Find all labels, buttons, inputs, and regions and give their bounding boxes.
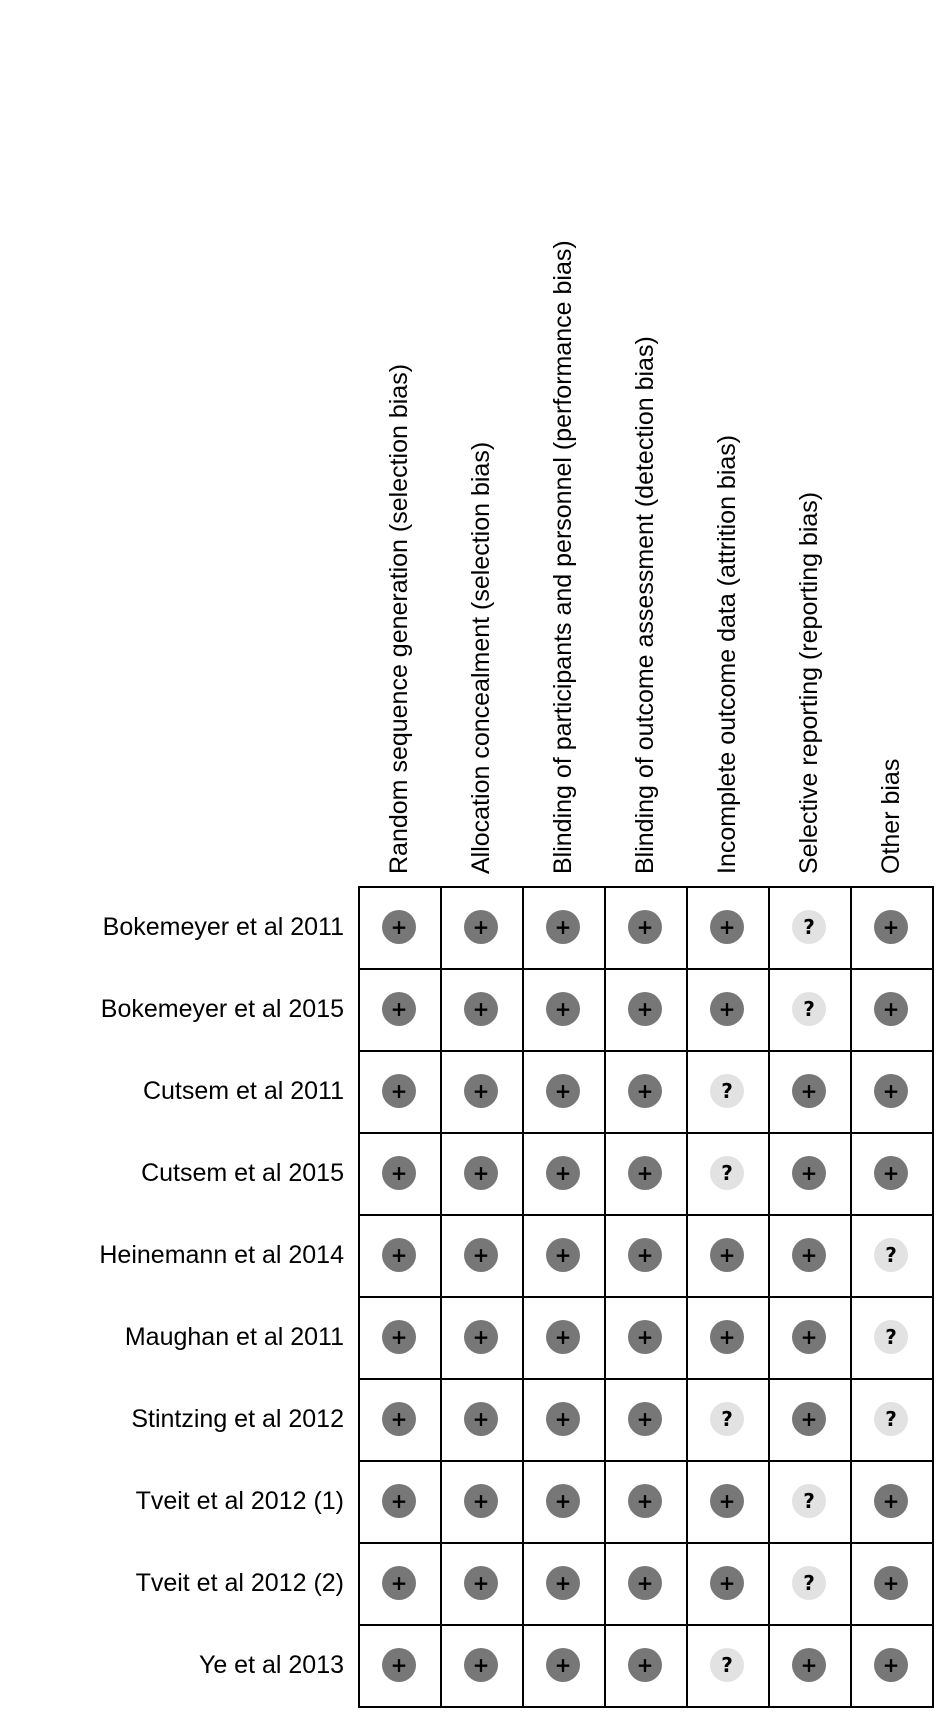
low-risk-icon [382,1566,416,1600]
unclear-risk-icon [792,992,826,1026]
low-risk-icon [382,1402,416,1436]
grid-cell [358,1132,442,1216]
grid-cell [604,1542,688,1626]
low-risk-icon [874,1156,908,1190]
grid-cell [768,1296,852,1380]
study-label: Tveit et al 2012 (2) [135,1569,344,1597]
unclear-risk-icon [874,1238,908,1272]
grid-cell [768,1624,852,1708]
column-header-label: Selective reporting (reporting bias) [795,491,823,874]
grid-cell [768,1132,852,1216]
grid-cell [440,886,524,970]
low-risk-icon [546,1074,580,1108]
study-label: Stintzing et al 2012 [131,1405,344,1433]
low-risk-icon [792,1074,826,1108]
grid-cell [768,1542,852,1626]
grid-cell [604,968,688,1052]
grid-cell [440,1624,524,1708]
grid-cell [522,1132,606,1216]
grid-cell [686,1296,770,1380]
grid-cell [686,968,770,1052]
study-label: Tveit et al 2012 (1) [135,1487,344,1515]
low-risk-icon [628,1156,662,1190]
grid-cell [440,1214,524,1298]
grid-cell [522,1296,606,1380]
grid-cell [358,1624,442,1708]
study-label: Ye et al 2013 [198,1651,344,1679]
low-risk-icon [546,1484,580,1518]
grid-cell [850,1050,934,1134]
low-risk-icon [710,1484,744,1518]
low-risk-icon [382,1156,416,1190]
study-label: Cutsem et al 2015 [141,1159,344,1187]
grid-cell [850,1378,934,1462]
grid-cell [522,1460,606,1544]
low-risk-icon [464,1238,498,1272]
grid-cell [358,1050,442,1134]
unclear-risk-icon [874,1320,908,1354]
low-risk-icon [874,1484,908,1518]
low-risk-icon [792,1156,826,1190]
grid-cell [686,1378,770,1462]
column-header-label: Allocation concealment (selection bias) [467,441,495,874]
unclear-risk-icon [792,1484,826,1518]
low-risk-icon [710,992,744,1026]
low-risk-icon [546,1402,580,1436]
unclear-risk-icon [710,1648,744,1682]
grid-cell [768,1460,852,1544]
low-risk-icon [874,1648,908,1682]
low-risk-icon [628,1320,662,1354]
grid-cell [604,886,688,970]
grid-cell [768,1050,852,1134]
low-risk-icon [382,1238,416,1272]
study-label: Heinemann et al 2014 [99,1241,344,1269]
low-risk-icon [628,992,662,1026]
low-risk-icon [464,910,498,944]
grid-cell [522,1378,606,1462]
grid-cell [686,1460,770,1544]
column-header-label: Blinding of participants and personnel (performance bias) [549,240,577,874]
low-risk-icon [628,1238,662,1272]
column-header-label: Incomplete outcome data (attrition bias) [713,434,741,874]
low-risk-icon [382,1074,416,1108]
low-risk-icon [382,992,416,1026]
low-risk-icon [792,1648,826,1682]
low-risk-icon [382,1648,416,1682]
grid-cell [850,1624,934,1708]
low-risk-icon [874,1566,908,1600]
grid-cell [850,1460,934,1544]
study-label: Maughan et al 2011 [124,1323,344,1351]
low-risk-icon [628,1074,662,1108]
study-label: Cutsem et al 2011 [142,1077,344,1105]
low-risk-icon [382,1484,416,1518]
low-risk-icon [792,1238,826,1272]
low-risk-icon [792,1402,826,1436]
grid-cell [358,968,442,1052]
grid-cell [604,1624,688,1708]
low-risk-icon [874,910,908,944]
low-risk-icon [546,1156,580,1190]
grid-cell [768,886,852,970]
grid-cell [850,968,934,1052]
grid-cell [850,1296,934,1380]
low-risk-icon [628,1402,662,1436]
grid-cell [850,886,934,970]
grid-cell [686,1050,770,1134]
grid-cell [850,1132,934,1216]
column-header-label: Blinding of outcome assessment (detection bias) [631,336,659,874]
grid-cell [440,1378,524,1462]
unclear-risk-icon [792,1566,826,1600]
low-risk-icon [464,1320,498,1354]
low-risk-icon [874,992,908,1026]
low-risk-icon [546,992,580,1026]
grid-cell [440,1460,524,1544]
low-risk-icon [874,1074,908,1108]
low-risk-icon [464,1484,498,1518]
low-risk-icon [628,1648,662,1682]
grid-cell [358,1542,442,1626]
unclear-risk-icon [710,1074,744,1108]
low-risk-icon [710,1566,744,1600]
grid-cell [358,1214,442,1298]
low-risk-icon [546,1648,580,1682]
grid-cell [522,886,606,970]
low-risk-icon [628,910,662,944]
unclear-risk-icon [710,1402,744,1436]
grid-cell [440,1132,524,1216]
grid-cell [440,1542,524,1626]
low-risk-icon [628,1484,662,1518]
grid-cell [850,1214,934,1298]
grid-cell [604,1296,688,1380]
grid-cell [768,968,852,1052]
study-label: Bokemeyer et al 2015 [100,995,344,1023]
grid-cell [604,1050,688,1134]
grid-cell [686,1132,770,1216]
low-risk-icon [464,1648,498,1682]
unclear-risk-icon [792,910,826,944]
low-risk-icon [710,910,744,944]
grid-cell [522,1624,606,1708]
grid-cell [604,1460,688,1544]
column-header-label: Random sequence generation (selection bias) [385,363,413,874]
grid-cell [522,968,606,1052]
unclear-risk-icon [710,1156,744,1190]
grid-cell [522,1050,606,1134]
grid-cell [440,968,524,1052]
low-risk-icon [382,1320,416,1354]
unclear-risk-icon [874,1402,908,1436]
low-risk-icon [546,1238,580,1272]
grid-cell [850,1542,934,1626]
grid-cell [522,1542,606,1626]
low-risk-icon [546,1566,580,1600]
grid-cell [358,1296,442,1380]
grid-cell [604,1132,688,1216]
grid-cell [686,1214,770,1298]
grid-cell [358,886,442,970]
grid-cell [768,1214,852,1298]
grid-cell [358,1460,442,1544]
low-risk-icon [464,992,498,1026]
low-risk-icon [464,1156,498,1190]
grid-cell [604,1378,688,1462]
grid-cell [604,1214,688,1298]
column-header-label: Other bias [877,758,905,874]
grid-cell [440,1296,524,1380]
study-label: Bokemeyer et al 2011 [102,913,344,941]
low-risk-icon [710,1320,744,1354]
risk-of-bias-grid [358,886,934,1708]
low-risk-icon [792,1320,826,1354]
low-risk-icon [546,910,580,944]
grid-cell [686,1542,770,1626]
low-risk-icon [464,1074,498,1108]
low-risk-icon [628,1566,662,1600]
grid-cell [686,1624,770,1708]
low-risk-icon [464,1566,498,1600]
grid-cell [686,886,770,970]
grid-cell [358,1378,442,1462]
low-risk-icon [546,1320,580,1354]
grid-cell [768,1378,852,1462]
low-risk-icon [382,910,416,944]
low-risk-icon [710,1238,744,1272]
row-labels [0,886,344,1706]
grid-cell [522,1214,606,1298]
low-risk-icon [464,1402,498,1436]
grid-cell [440,1050,524,1134]
